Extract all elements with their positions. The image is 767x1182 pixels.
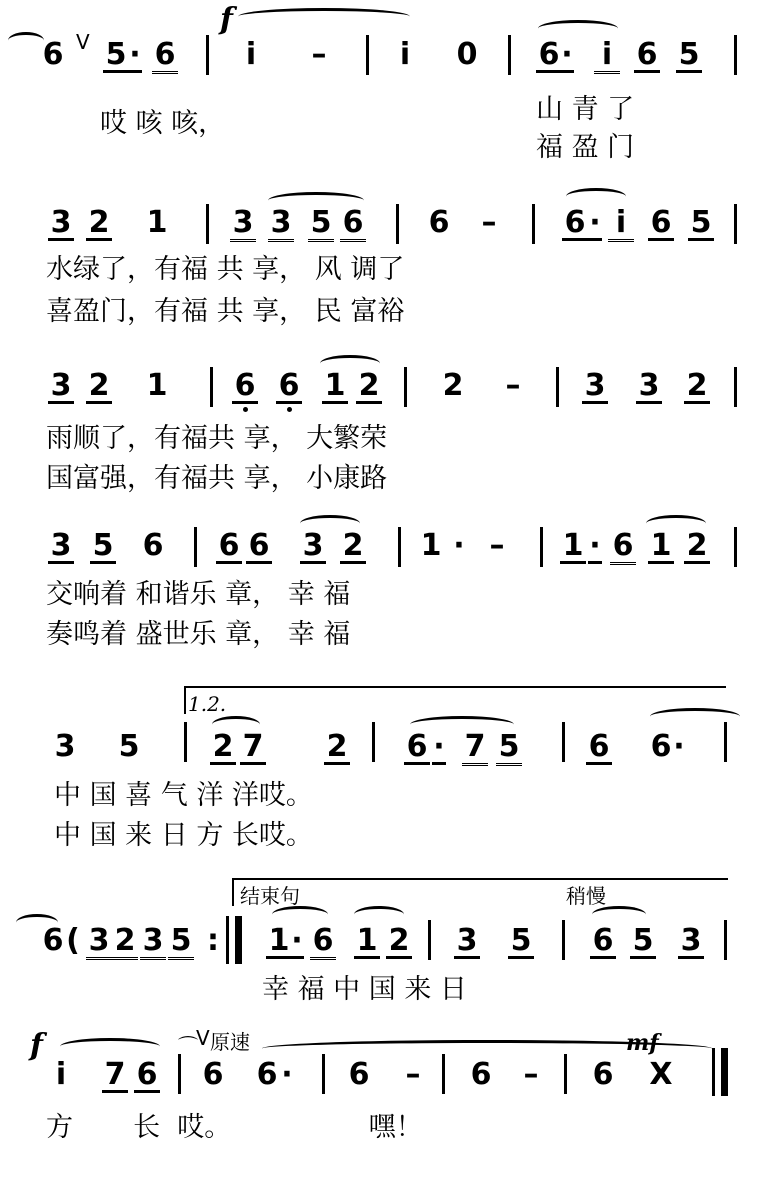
note: 2 <box>386 926 412 959</box>
note: 6 <box>610 531 636 565</box>
note: 6 <box>428 205 450 240</box>
note: 3 <box>140 926 166 960</box>
slur-arc <box>60 1038 160 1055</box>
barline <box>194 527 197 567</box>
note: · <box>589 528 601 563</box>
repeat-sign: : <box>207 923 219 958</box>
note: · <box>453 528 465 563</box>
ending-bracket <box>232 878 728 906</box>
tie-arc <box>8 32 44 49</box>
note: 3 <box>48 531 74 564</box>
ending-label: 结束句 <box>240 884 300 908</box>
note: – <box>505 368 521 403</box>
repeat-barline <box>226 916 242 964</box>
row-5 <box>0 680 767 860</box>
note: 2 <box>684 371 710 404</box>
note: 7 <box>102 1060 128 1093</box>
note: 5 <box>496 732 522 766</box>
lyric-line: 中 国 喜 气 洋 洋哎。 <box>54 780 313 811</box>
note: · <box>291 923 303 958</box>
lyric-line: 雨顺了，有福共 享， 大繁荣 <box>46 423 388 454</box>
note: 6 <box>310 926 336 960</box>
note: 6 <box>562 208 588 241</box>
note: 6 <box>202 1057 224 1092</box>
barline <box>442 1054 445 1094</box>
note: · <box>561 37 573 72</box>
note: 5 <box>688 208 714 241</box>
breath-mark: V <box>196 1026 210 1050</box>
low-dot <box>287 407 292 412</box>
note: 6 <box>256 1057 278 1092</box>
barline <box>322 1054 325 1094</box>
lyric-line: 山 青 了 <box>536 94 635 125</box>
barline <box>734 204 737 244</box>
note: 1 <box>266 926 292 959</box>
slur-arc <box>538 20 618 37</box>
note: 1 <box>420 528 442 563</box>
barline <box>540 527 543 567</box>
note: · <box>129 37 141 72</box>
note: i <box>594 40 620 74</box>
barline <box>734 367 737 407</box>
note: 5 <box>676 40 702 73</box>
row-3 <box>0 355 767 505</box>
note: 6 <box>152 40 178 74</box>
note: – <box>489 528 505 563</box>
note: 6 <box>142 528 164 563</box>
lyric-line: 方 长 哎。 嘿！ <box>46 1112 423 1143</box>
row-4 <box>0 515 767 665</box>
barline <box>556 367 559 407</box>
note: 2 <box>112 926 138 960</box>
barline <box>508 35 511 75</box>
lyric-line: 水绿了，有福 共 享， 风 调了 <box>46 254 405 285</box>
note: · <box>281 1057 293 1092</box>
note: 3 <box>86 926 112 960</box>
note: 5 <box>168 926 194 960</box>
paren: ( <box>66 923 80 958</box>
note: 6 <box>404 732 430 765</box>
dynamic-forte: f <box>220 2 233 37</box>
note: – <box>311 37 327 72</box>
note: 2 <box>340 531 366 564</box>
note: 5 <box>630 926 656 959</box>
row-6 <box>0 868 767 1018</box>
lyric-line: 中 国 来 日 方 长哎。 <box>54 820 313 851</box>
note: 5 <box>508 926 534 959</box>
note: 0 <box>456 37 478 72</box>
note: 2 <box>324 732 350 765</box>
note: · <box>673 729 685 764</box>
lyric-line: 交响着 和谐乐 章， 幸 福 <box>46 579 351 610</box>
note: 3 <box>230 208 256 242</box>
fermata-icon: ⌒ <box>178 1034 198 1058</box>
lyric-line: 国富强，有福共 享， 小康路 <box>46 463 388 494</box>
barline <box>210 367 213 407</box>
note: 6 <box>340 208 366 242</box>
lyric-line: 幸 福 中 国 来 日 <box>262 974 467 1005</box>
note: 6 <box>592 1057 614 1092</box>
note: X <box>649 1057 673 1092</box>
note: 2 <box>442 368 464 403</box>
barline <box>366 35 369 75</box>
barline <box>398 527 401 567</box>
barline <box>724 920 727 960</box>
note: 2 <box>684 531 710 564</box>
row-7 <box>0 1022 767 1182</box>
note: – <box>481 205 497 240</box>
note: 1 <box>322 371 348 404</box>
lyric-line: 福 盈 门 <box>536 132 635 163</box>
barline <box>562 920 565 960</box>
lyric-line: 奏鸣着 盛世乐 章， 幸 福 <box>46 619 351 650</box>
breath-mark: V <box>76 30 90 54</box>
note: 5 <box>103 40 129 73</box>
slur-arc <box>566 188 626 205</box>
note: 3 <box>454 926 480 959</box>
volta-label: 1.2. <box>188 692 227 716</box>
note: 5 <box>118 729 140 764</box>
row-1 <box>0 0 767 170</box>
note: 2 <box>86 208 112 241</box>
final-barline <box>712 1048 728 1096</box>
barline <box>724 722 727 762</box>
note: 3 <box>54 729 76 764</box>
barline <box>428 920 431 960</box>
barline <box>562 722 565 762</box>
note: · <box>433 729 445 764</box>
note: 6 <box>586 732 612 765</box>
note: 1 <box>146 205 168 240</box>
note: 6 <box>216 531 242 564</box>
note: 6 <box>648 208 674 241</box>
note: 6 <box>42 923 64 958</box>
barline <box>532 204 535 244</box>
slur-arc <box>354 906 404 923</box>
barline <box>372 722 375 762</box>
note: 3 <box>582 371 608 404</box>
note: 2 <box>210 732 236 765</box>
note: – <box>405 1057 421 1092</box>
note: 6 <box>348 1057 370 1092</box>
dynamic-forte: f <box>30 1028 43 1063</box>
note: 7 <box>462 732 488 766</box>
note: 3 <box>636 371 662 404</box>
note: 5 <box>308 208 334 242</box>
note: 2 <box>356 371 382 404</box>
lyric-line: 哎 咳 咳， <box>100 108 226 139</box>
barline <box>404 367 407 407</box>
note: i <box>399 37 411 72</box>
note: i <box>55 1057 67 1092</box>
barline <box>206 204 209 244</box>
note: 3 <box>48 371 74 404</box>
note: 3 <box>268 208 294 242</box>
slur-arc <box>592 906 646 923</box>
lyric-line: 喜盈门，有福 共 享， 民 富裕 <box>46 296 405 327</box>
note: 6 <box>232 371 258 404</box>
note: i <box>608 208 634 242</box>
barline <box>564 1054 567 1094</box>
barline <box>734 527 737 567</box>
barline <box>206 35 209 75</box>
note: 6 <box>536 40 562 73</box>
tempo-original: 原速 <box>210 1030 250 1054</box>
note: 2 <box>86 371 112 404</box>
barline <box>396 204 399 244</box>
note: 7 <box>240 732 266 765</box>
note: 3 <box>48 208 74 241</box>
note: 1 <box>354 926 380 959</box>
note: – <box>523 1057 539 1092</box>
dynamic-mezzo-forte: mf <box>626 1030 659 1056</box>
note: 6 <box>650 729 672 764</box>
note: 3 <box>678 926 704 959</box>
slur-arc <box>272 906 328 923</box>
note: 1 <box>560 531 586 564</box>
note: 1 <box>146 368 168 403</box>
barline <box>734 35 737 75</box>
tempo-slower: 稍慢 <box>566 884 606 908</box>
note: · <box>589 205 601 240</box>
note: 6 <box>246 531 272 564</box>
note: 6 <box>470 1057 492 1092</box>
barline <box>178 1054 181 1094</box>
note: 5 <box>90 531 116 564</box>
note: 3 <box>300 531 326 564</box>
slur-arc <box>238 8 410 25</box>
low-dot <box>243 407 248 412</box>
note: 6 <box>590 926 616 959</box>
volta-bracket <box>184 686 726 714</box>
note: 6 <box>634 40 660 73</box>
note: i <box>245 37 257 72</box>
note: 6 <box>42 37 64 72</box>
note: 1 <box>648 531 674 564</box>
barline <box>184 722 187 762</box>
note: 6 <box>134 1060 160 1093</box>
row-2 <box>0 190 767 340</box>
note: 6 <box>276 371 302 404</box>
